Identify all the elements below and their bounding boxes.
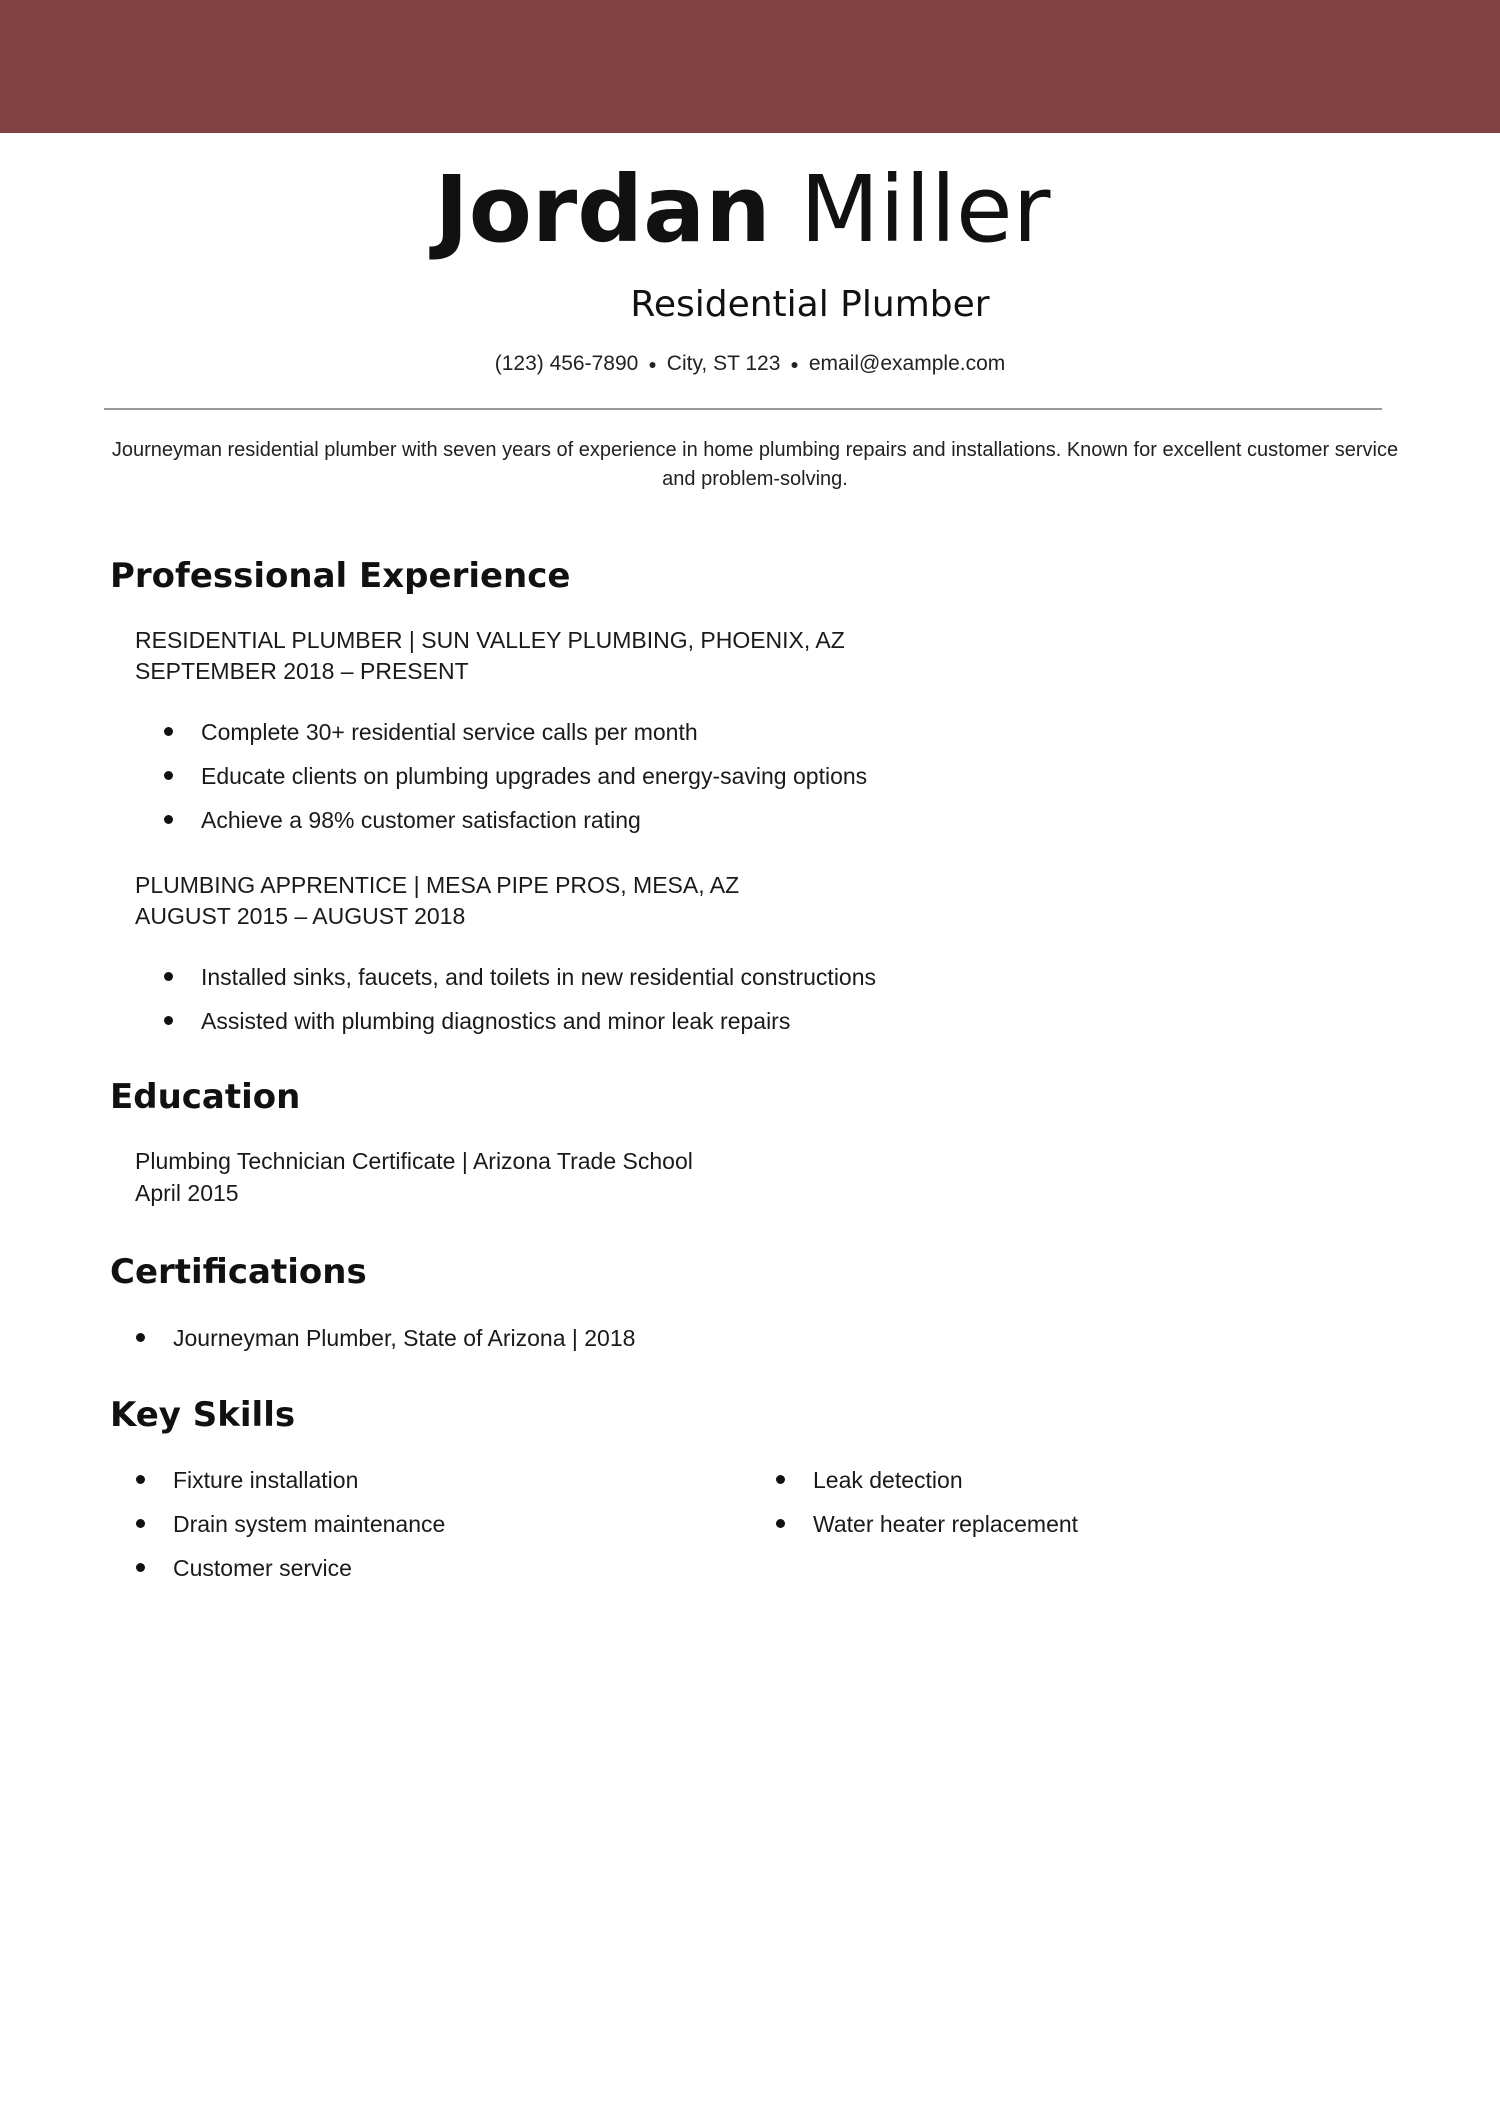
experience-heading: Professional Experience	[110, 556, 571, 596]
job-bullets	[165, 710, 867, 842]
bullet-icon	[136, 1563, 145, 1572]
skills-heading: Key Skills	[110, 1395, 296, 1435]
job-title: Residential Plumber	[630, 284, 990, 325]
bullet-text: Journeyman Plumber, State of Arizona | 2018	[173, 1325, 636, 1351]
contact-line	[0, 348, 1500, 380]
separator-dot: ●	[790, 356, 799, 373]
job-role-line: PLUMBING APPRENTICE | MESA PIPE PROS, MESA, AZ	[135, 872, 740, 898]
first-name: Jordan	[434, 156, 771, 263]
header-accent-band	[0, 0, 1500, 133]
bullet-text: Water heater replacement	[813, 1511, 1079, 1537]
bullet-icon	[776, 1519, 785, 1528]
contact-location: City, ST 123	[666, 352, 781, 375]
list-item	[137, 1316, 635, 1360]
education-date: April 2015	[135, 1180, 239, 1206]
list-item	[777, 1458, 1078, 1502]
bullet-icon	[164, 771, 173, 780]
bullet-text: Assisted with plumbing diagnostics and minor leak repairs	[201, 1008, 791, 1034]
bullet-icon	[776, 1475, 785, 1484]
list-item	[165, 798, 867, 842]
list-item	[165, 710, 867, 754]
bullet-icon	[164, 815, 173, 824]
list-item	[137, 1458, 445, 1502]
skills-list-right	[777, 1458, 1078, 1546]
bullet-text: Installed sinks, faucets, and toilets in new residential constructions	[201, 964, 877, 990]
certifications-list	[137, 1316, 635, 1360]
bullet-icon	[136, 1333, 145, 1342]
certifications-heading: Certifications	[110, 1252, 367, 1292]
list-item	[165, 955, 876, 999]
bullet-icon	[164, 727, 173, 736]
bullet-icon	[136, 1475, 145, 1484]
job-dates: AUGUST 2015 – AUGUST 2018	[135, 903, 466, 929]
bullet-icon	[136, 1519, 145, 1528]
last-name: Miller	[800, 156, 1051, 263]
job-role-line: RESIDENTIAL PLUMBER | SUN VALLEY PLUMBING, PHOENIX, AZ	[135, 627, 845, 653]
bullet-text: Fixture installation	[173, 1467, 359, 1493]
bullet-text: Customer service	[173, 1555, 352, 1581]
contact-phone: (123) 456-7890	[494, 352, 639, 375]
bullet-text: Educate clients on plumbing upgrades and energy-saving options	[201, 763, 868, 789]
contact-email: email@example.com	[808, 352, 1006, 375]
job-dates: SEPTEMBER 2018 – PRESENT	[135, 658, 469, 684]
list-item	[137, 1546, 445, 1590]
list-item	[165, 754, 867, 798]
education-degree: Plumbing Technician Certificate | Arizona Trade School	[135, 1148, 693, 1174]
bullet-icon	[164, 972, 173, 981]
bullet-text: Leak detection	[813, 1467, 963, 1493]
skills-list-left	[137, 1458, 445, 1590]
separator-dot: ●	[648, 356, 657, 373]
list-item	[165, 999, 876, 1043]
bullet-icon	[164, 1016, 173, 1025]
list-item	[777, 1502, 1078, 1546]
education-heading: Education	[110, 1077, 301, 1117]
header-divider	[104, 408, 1382, 410]
bullet-text: Complete 30+ residential service calls per month	[201, 719, 698, 745]
candidate-name	[0, 150, 1485, 270]
professional-summary: Journeyman residential plumber with seven years of experience in home plumbing repairs and installations. Known for excellent customer service and problem-solving.	[111, 439, 1399, 490]
job-bullets	[165, 955, 876, 1043]
bullet-text: Achieve a 98% customer satisfaction rating	[201, 807, 641, 833]
list-item	[137, 1502, 445, 1546]
bullet-text: Drain system maintenance	[173, 1511, 446, 1537]
